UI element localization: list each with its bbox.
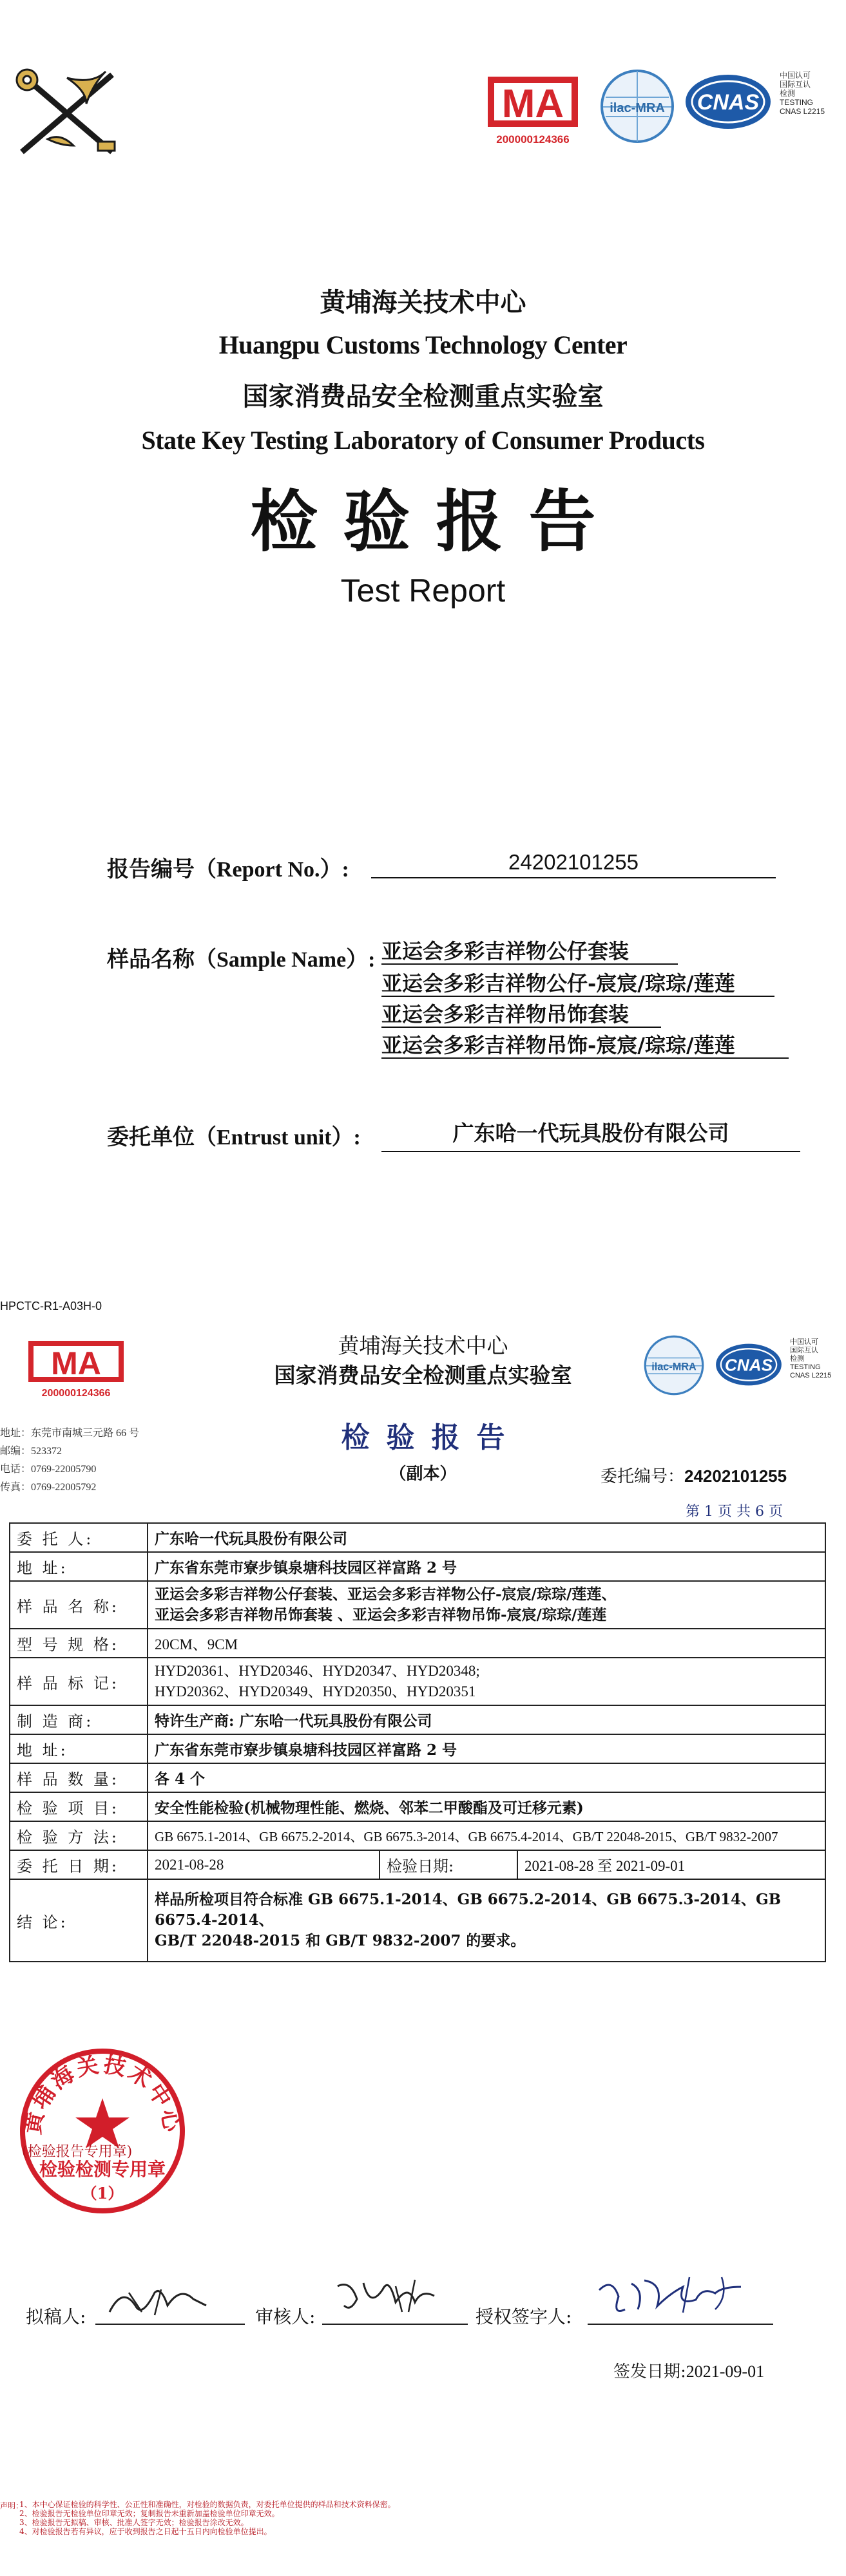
sample-name-line: 亚运会多彩吉祥物公仔-宸宸/琮琮/莲莲 [381, 971, 774, 997]
report-no-label: 报告编号（Report No.）: [107, 857, 349, 882]
table-row [10, 1658, 825, 1705]
ilac-mra-logo [643, 1334, 705, 1396]
drafter-signature [103, 2280, 213, 2324]
sample-name-line: 亚运会多彩吉祥物吊饰-宸宸/琮琮/莲莲 [381, 1033, 789, 1059]
cma-number: 200000124366 [496, 133, 570, 146]
test-method-value: GB 6675.1-2014、GB 6675.2-2014、GB 6675.3-2014、GB 6675.4-2014、GB/T 22048-2015、GB/T 9832-2007 [148, 1821, 825, 1850]
footnote: 1、本中心保证检验的科学性、公正性和准确性，对检验的数据负责，对委托单位提供的样品和技术资料保密。 [19, 2500, 396, 2509]
center-name-cn: 黄埔海关技术中心 [338, 1333, 508, 1358]
sample-mark-label: 样 品 标 记: [10, 1658, 148, 1705]
test-item-value: 安全性能检验(机械物理性能、燃烧、邻苯二甲酸酯及可迁移元素) [148, 1792, 825, 1821]
lab-name-en: State Key Testing Laboratory of Consumer Products [141, 426, 705, 455]
entrust-date-label: 委 托 日 期: [10, 1850, 148, 1879]
cnas-accreditation-caption: 中国认可 国际互认 检测 TESTING CNAS L2215 [780, 71, 825, 116]
table-row [10, 1879, 825, 1962]
footnote: 2、检验报告无检验单位印章无效；复制报告未重新加盖检验单位印章无效。 [19, 2509, 280, 2518]
svg-text:（1）: （1） [81, 2184, 124, 2202]
reviewer-signature-line [322, 2324, 468, 2325]
lab-name-cn: 国家消费品安全检测重点实验室 [274, 1363, 572, 1388]
ilac-mra-logo [599, 68, 675, 144]
customs-emblem-logo [9, 62, 125, 165]
footnote: 3、检验报告无拟稿、审核、批准人签字无效；检验报告涂改无效。 [19, 2518, 249, 2527]
sample-mark-value: HYD20361、HYD20346、HYD20347、HYD20348; HYD20362、HYD20349、HYD20350、HYD20351 [148, 1658, 825, 1705]
lab-name-cn: 国家消费品安全检测重点实验室 [242, 381, 604, 412]
sample-name-line: 亚运会多彩吉祥物公仔套装 [381, 939, 678, 965]
table-row [10, 1581, 825, 1629]
report-info-table [9, 1522, 826, 1962]
entrust-date-value: 2021-08-28 [148, 1850, 380, 1879]
report-no-value: 24202101255 [371, 850, 776, 878]
svg-text:ilac-MRA: ilac-MRA [610, 101, 665, 115]
test-item-label: 检 验 项 目: [10, 1792, 148, 1821]
spec-label: 型 号 规 格: [10, 1629, 148, 1658]
test-method-label: 检 验 方 法: [10, 1821, 148, 1850]
signer-signature-line [588, 2324, 773, 2325]
reviewer-signature [331, 2273, 445, 2322]
maker-address-label: 地 址: [10, 1734, 148, 1763]
table-row [10, 1850, 825, 1879]
entrust-unit-value: 广东哈一代玩具股份有限公司 [381, 1117, 800, 1152]
copy-label: （副本） [389, 1464, 457, 1484]
sample-name-label: 样 品 名 称: [10, 1581, 148, 1629]
cnas-logo [683, 71, 773, 133]
test-date-label: 检验日期: [380, 1850, 517, 1879]
sample-name-value: 亚运会多彩吉祥物公仔套装、亚运会多彩吉祥物公仔-宸宸/琮琮/莲莲、 亚运会多彩吉祥物吊饰套装 、亚运会多彩吉祥物吊饰-宸宸/琮琮/莲莲 [148, 1581, 825, 1629]
table-row [10, 1792, 825, 1821]
maker-address-value: 广东省东莞市寮步镇泉塘科技园区祥富路 2 号 [148, 1734, 825, 1763]
table-row [10, 1629, 825, 1658]
quantity-label: 样 品 数 量: [10, 1763, 148, 1792]
table-row [10, 1821, 825, 1850]
lab-postcode: 邮编：523372 [0, 1446, 62, 1457]
svg-text:MA: MA [51, 1345, 101, 1381]
svg-text:检验检测专用章: 检验检测专用章 [39, 2159, 166, 2180]
spec-value: 20CM、9CM [148, 1629, 825, 1658]
maker-label: 制 造 商: [10, 1705, 148, 1734]
page-indicator: 第 1 页 共 6 页 [686, 1504, 783, 1520]
cnas-accreditation-caption: 中国认可 国际互认 检测 TESTING CNAS L2215 [790, 1338, 832, 1379]
cma-logo [485, 67, 581, 148]
svg-text:黄埔海关技术中心: 黄埔海关技术中心 [19, 2051, 186, 2136]
client-value: 广东哈一代玩具股份有限公司 [148, 1523, 825, 1552]
sign-date: 签发日期:2021-09-01 [613, 2362, 765, 2382]
lab-phone: 电话：0769-22005790 [0, 1464, 97, 1475]
table-row [10, 1705, 825, 1734]
svg-text:MA: MA [501, 82, 564, 126]
copy-report-title: 检验报告 [341, 1421, 522, 1454]
svg-text:CNAS: CNAS [697, 90, 760, 115]
entrust-unit-label: 委托单位（Entrust unit）: [107, 1124, 361, 1150]
form-code: HPCTC-R1-A03H-0 [0, 1300, 102, 1312]
official-stamp [18, 2047, 187, 2215]
sample-name-line: 亚运会多彩吉祥物吊饰套装 [381, 1002, 661, 1028]
lab-address: 地址：东莞市南城三元路 66 号 [0, 1428, 140, 1439]
address-label: 地 址: [10, 1552, 148, 1581]
center-name-en: Huangpu Customs Technology Center [218, 330, 628, 359]
client-label: 委 托 人: [10, 1523, 148, 1552]
drafter-label: 拟稿人: [26, 2306, 86, 2327]
maker-value: 特许生产商: 广东哈一代玩具股份有限公司 [148, 1705, 825, 1734]
svg-text:CNAS: CNAS [724, 1355, 773, 1375]
table-row [10, 1552, 825, 1581]
sample-name-label: 样品名称（Sample Name）: [107, 947, 376, 972]
report-title-en: Test Report [340, 573, 506, 609]
conclusion-label: 结 论: [10, 1879, 148, 1962]
footnote-label: 声明： [0, 2501, 24, 2510]
svg-text:ilac-MRA: ilac-MRA [651, 1361, 697, 1373]
drafter-signature-line [95, 2324, 245, 2325]
conclusion-value: 样品所检项目符合标准 GB 6675.1-2014、GB 6675.2-2014、GB 6675.3-2014、GB 6675.4-2014、 GB/T 22048-2015 和 GB/T 9832-2007 的要求。 [148, 1879, 825, 1962]
address-value: 广东省东莞市寮步镇泉塘科技园区祥富路 2 号 [148, 1552, 825, 1581]
signer-signature [593, 2271, 758, 2322]
cnas-logo [713, 1341, 785, 1388]
signer-label: 授权签字人: [476, 2306, 572, 2327]
lab-fax: 传真：0769-22005792 [0, 1482, 97, 1493]
report-title-cn: 检验报告 [250, 482, 622, 561]
reviewer-label: 审核人: [255, 2306, 316, 2327]
quantity-value: 各 4 个 [148, 1763, 825, 1792]
center-name-cn: 黄埔海关技术中心 [320, 287, 526, 317]
footnote: 4、对检验报告若有异议，应于收到报告之日起十五日内向检验单位提出。 [19, 2527, 272, 2536]
test-date-value: 2021-08-28 至 2021-09-01 [517, 1850, 825, 1879]
table-row [10, 1734, 825, 1763]
table-row [10, 1523, 825, 1552]
stamp-note: (检验报告专用章) [22, 2144, 133, 2160]
cma-number: 200000124366 [41, 1388, 111, 1399]
table-row [10, 1763, 825, 1792]
entrust-number: 委托编号：24202101255 [601, 1466, 787, 1486]
